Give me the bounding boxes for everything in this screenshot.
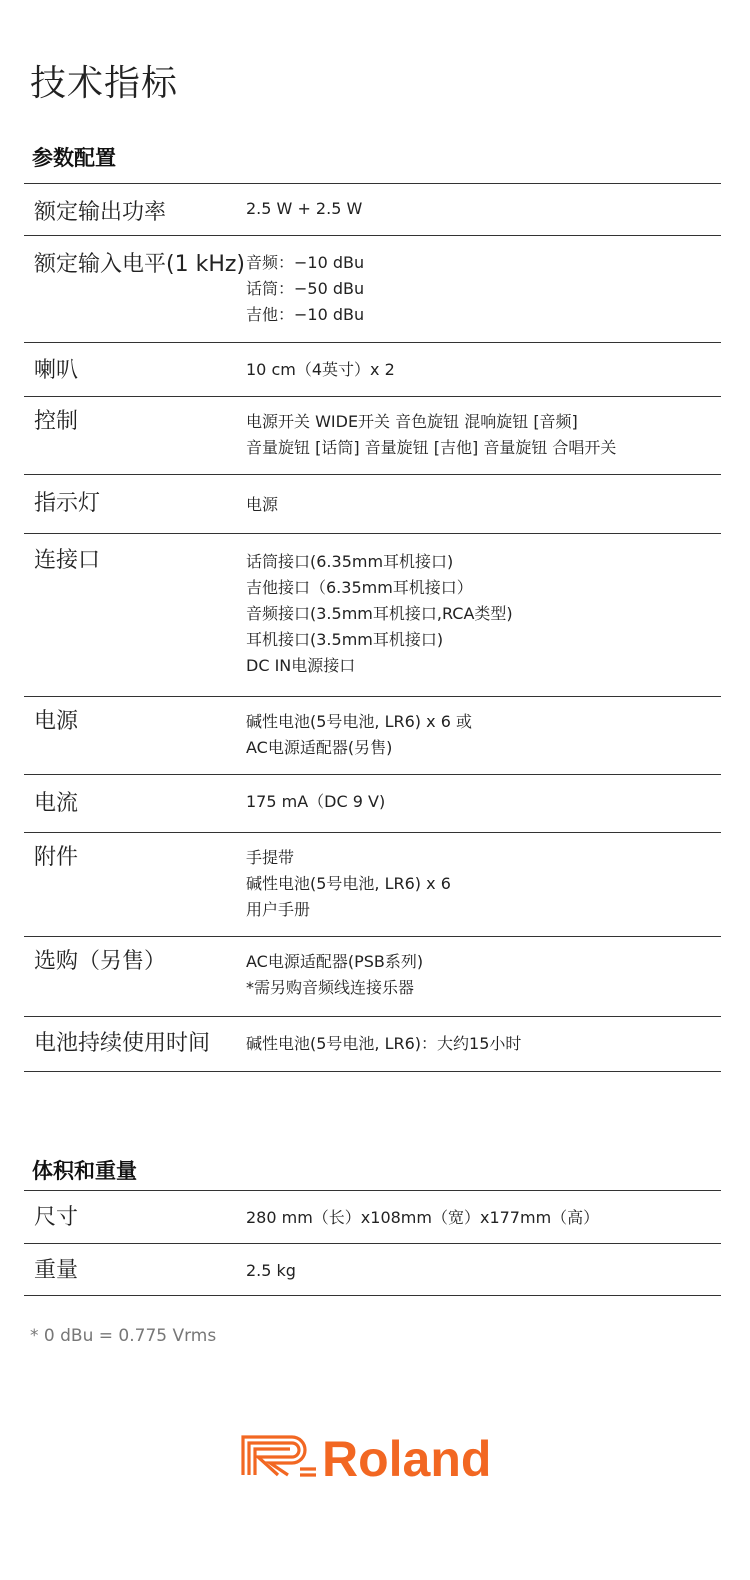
spec-label: 指示灯 — [34, 491, 101, 516]
spec-label: 电池持续使用时间 — [34, 1031, 211, 1056]
spec-label: 选购（另售） — [34, 949, 167, 974]
spec-table-dimensions — [24, 1190, 721, 1296]
spec-value-line: 话筒接口(6.35mm耳机接口) — [246, 552, 454, 571]
spec-value-line: 用户手册 — [246, 900, 311, 919]
spec-row — [24, 1190, 721, 1243]
spec-row — [24, 342, 721, 396]
spec-row — [24, 235, 721, 342]
spec-value — [246, 184, 721, 235]
roland-r-logo-icon — [240, 1432, 506, 1480]
spec-value-line: 音频：−10 dBu — [246, 253, 365, 272]
spec-value — [246, 1244, 721, 1295]
spec-row — [24, 832, 721, 936]
spec-value — [246, 697, 721, 774]
spec-label: 额定输出功率 — [34, 200, 167, 225]
spec-value-line: AC电源适配器(另售) — [246, 738, 393, 757]
spec-label: 控制 — [34, 409, 79, 434]
spec-value — [246, 534, 721, 696]
spec-label: 附件 — [34, 845, 79, 870]
spec-value — [246, 775, 721, 832]
section-title-specs: 参数配置 — [32, 146, 116, 170]
section-title-dimensions: 体积和重量 — [32, 1159, 137, 1183]
spec-row — [24, 396, 721, 474]
spec-value — [246, 1191, 721, 1243]
spec-value — [246, 833, 721, 936]
spec-value-line: 电源 — [246, 495, 279, 514]
spec-label: 尺寸 — [34, 1205, 79, 1230]
roland-logo — [240, 1432, 506, 1480]
spec-value-line: 280 mm（长）x108mm（宽）x177mm（高） — [246, 1208, 600, 1227]
spec-label: 电流 — [34, 791, 79, 816]
spec-value-line: 2.5 W + 2.5 W — [246, 199, 363, 218]
spec-label: 喇叭 — [34, 358, 79, 383]
spec-value — [246, 937, 721, 1016]
spec-row — [24, 1016, 721, 1072]
spec-label: 电源 — [34, 709, 79, 734]
spec-value-line: 2.5 kg — [246, 1261, 296, 1280]
spec-label: 额定输入电平(1 kHz) — [34, 252, 245, 277]
logo-text: Roland — [322, 1432, 492, 1480]
spec-row — [24, 533, 721, 696]
spec-value-line: 音频接口(3.5mm耳机接口,RCA类型) — [246, 604, 513, 623]
spec-row — [24, 936, 721, 1016]
spec-row — [24, 474, 721, 533]
spec-value-line: 电源开关 WIDE开关 音色旋钮 混响旋钮 [音频] — [246, 412, 578, 431]
spec-value-line: 吉他接口（6.35mm耳机接口） — [246, 578, 473, 597]
spec-value-line: DC IN电源接口 — [246, 656, 356, 675]
spec-value-line: AC电源适配器(PSB系列) — [246, 952, 424, 971]
spec-row — [24, 696, 721, 774]
spec-value-line: *需另购音频线连接乐器 — [246, 978, 415, 997]
footnote: * 0 dBu = 0.775 Vrms — [30, 1326, 217, 1346]
spec-value-line: 耳机接口(3.5mm耳机接口) — [246, 630, 444, 649]
spec-row — [24, 1243, 721, 1296]
spec-value — [246, 397, 721, 474]
spec-row — [24, 774, 721, 832]
spec-label: 重量 — [34, 1258, 79, 1283]
spec-value-line: 175 mA（DC 9 V) — [246, 792, 386, 811]
spec-table-specs — [24, 183, 721, 1072]
spec-value-line: 话筒：−50 dBu — [246, 279, 365, 298]
page-title: 技术指标 — [30, 63, 179, 104]
spec-value-line: 碱性电池(5号电池, LR6)：大约15小时 — [246, 1034, 522, 1053]
spec-value-line: 碱性电池(5号电池, LR6) x 6 或 — [246, 712, 472, 731]
spec-label: 连接口 — [34, 548, 101, 573]
spec-row — [24, 183, 721, 235]
spec-value — [246, 343, 721, 396]
spec-value-line: 10 cm（4英寸）x 2 — [246, 360, 395, 379]
spec-value — [246, 1017, 721, 1071]
spec-value — [246, 475, 721, 533]
spec-value-line: 碱性电池(5号电池, LR6) x 6 — [246, 874, 451, 893]
spec-value — [246, 236, 721, 342]
spec-value-line: 手提带 — [246, 848, 295, 867]
spec-value-line: 音量旋钮 [话筒] 音量旋钮 [吉他] 音量旋钮 合唱开关 — [246, 438, 617, 457]
spec-value-line: 吉他：−10 dBu — [246, 305, 365, 324]
